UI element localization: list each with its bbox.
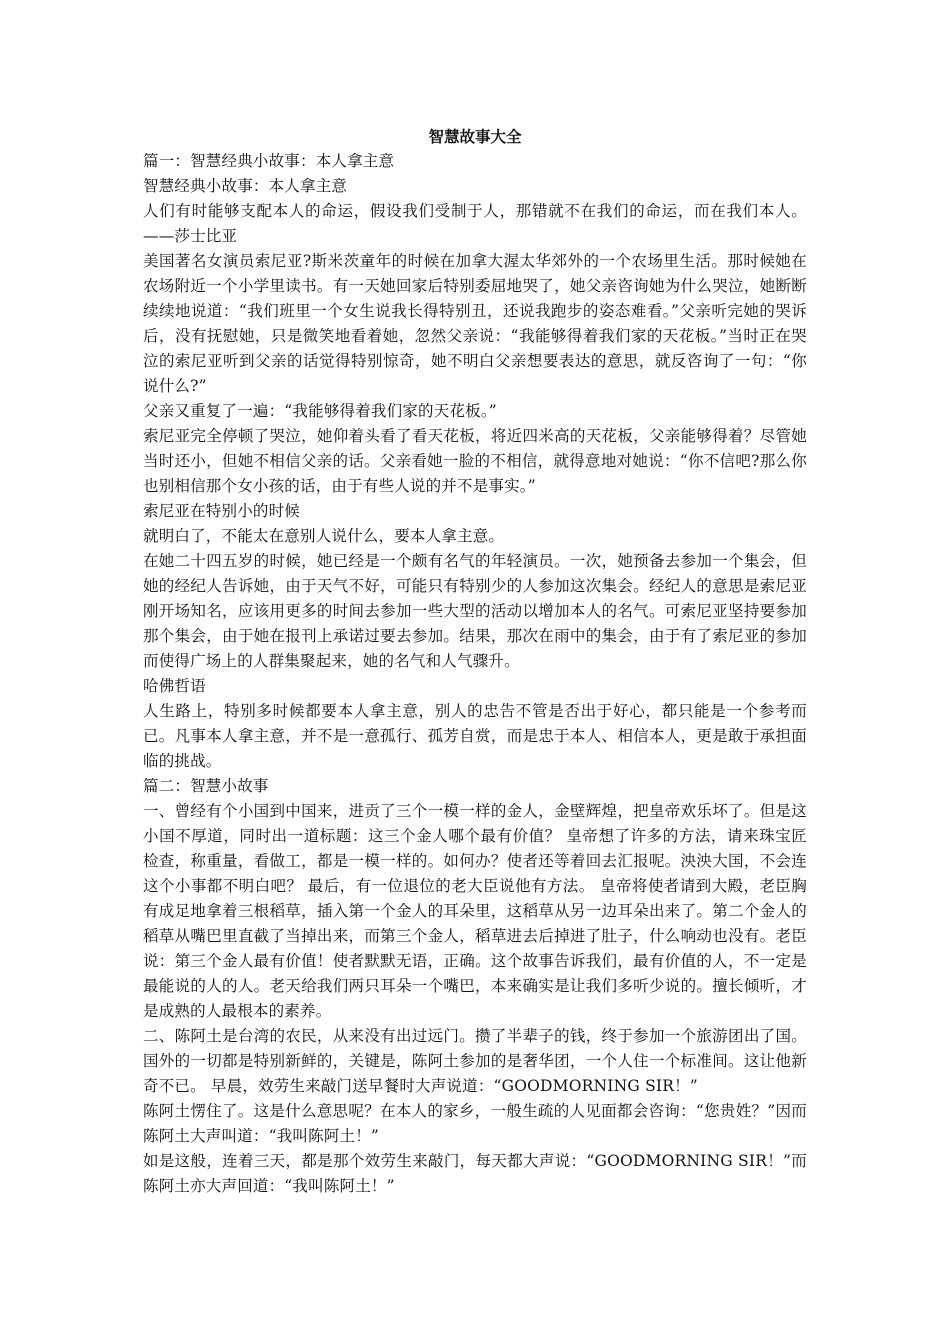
paragraph-9-story: 在她二十四五岁的时候，她已经是一个颇有名气的年轻演员。一次，她预备去参加一个集会，但她的经纪人告诉她，由于天气不好，可能只有特别少的人参加这次集会。经纪人的意思是索尼亚刚开场知名，应该用更多的时间去参加一些大型的活动以增加本人的名气。可索尼亚坚持要参加那个集会，由于她在报刊上承诺过要去参加。结果，那次在雨中的集会，由于有了索尼亚的参加而使得广场上的人群集聚起来，她的名气和人气骤升。 [143, 552, 807, 670]
paragraph-3-quote: 人们有时能够支配本人的命运，假设我们受制于人，那错就不在我们的命运，而在我们本人。——莎士比亚 [143, 202, 807, 245]
document-title: 智慧故事大全 [428, 127, 522, 146]
document-page [143, 124, 807, 1199]
paragraph-5-story: 父亲又重复了一遍：“我能够得着我们家的天花板。” [143, 402, 497, 420]
paragraph-7-story: 索尼亚在特别小的时候 [143, 502, 301, 520]
paragraph-6-story: 索尼亚完全停顿了哭泣，她仰着头看了看天花板，将近四米高的天花板，父亲能够得着？尽管她当时还小，但她不相信父亲的话。父亲看她一脸的不相信，就得意地对她说：“你不信吧?那么你也别相信那个女小孩的话，由于有些人说的并不是事实。” [143, 427, 807, 495]
paragraph-13-story: 一、曾经有个小国到中国来，进贡了三个一模一样的金人，金壁辉煌，把皇帝欢乐坏了。但是这小国不厚道，同时出一道标题：这三个金人哪个最有价值？ 皇帝想了许多的方法，请来珠宝匠检查，称重量，看做工，都是一模一样的。如何办？使者还等着回去汇报呢。泱泱大国，不会连这个小事都不明白吧？ 最后，有一位退位的老大臣说他有方法。 皇帝将使者请到大殿，老臣胸有成足地拿着三根稻草，插入第一个金人的耳朵里，这稻草从另一边耳朵出来了。第二个金人的稻草从嘴巴里直截了当掉出来，而第三个金人，稻草进去后掉进了肚子，什么响动也没有。老臣说：第三个金人最有价值！使者默默无语，正确。这个故事告诉我们，最有价值的人，不一定是最能说的人的人。老天给我们两只耳朵一个嘴巴，本来确实是让我们多听少说的。擅长倾听，才是成熟的人最根本的素养。 [143, 802, 807, 1020]
paragraph-2-subheading: 智慧经典小故事：本人拿主意 [143, 177, 348, 195]
paragraph-15-story: 陈阿土愣住了。这是什么意思呢？在本人的家乡，一般生疏的人见面都会咨询：“您贵姓？”因而陈阿土大声叫道：“我叫陈阿土！” [143, 1102, 807, 1145]
paragraph-1-heading: 篇一：智慧经典小故事：本人拿主意 [143, 152, 395, 170]
paragraph-14-story: 二、陈阿土是台湾的农民，从来没有出过远门。攒了半辈子的钱，终于参加一个旅游团出了国。 国外的一切都是特别新鲜的，关键是，陈阿土参加的是奢华团，一个人住一个标准间。这让他新奇不已。 早晨，效劳生来敲门送早餐时大声说道：“GOODMORNING SIR！” [143, 1027, 807, 1095]
paragraph-4-story: 美国著名女演员索尼亚?斯米茨童年的时候在加拿大渥太华郊外的一个农场里生活。那时候她在农场附近一个小学里读书。有一天她回家后特别委屈地哭了，她父亲咨询她为什么哭泣，她断断续续地说道：“我们班里一个女生说我长得特别丑，还说我跑步的姿态难看。”父亲听完她的哭诉后，没有抚慰她，只是微笑地看着她，忽然父亲说：“我能够得着我们家的天花板。”当时正在哭泣的索尼亚听到父亲的话觉得特别惊奇，她不明白父亲想要表达的意思，就反咨询了一句：“你说什么?” [143, 252, 807, 395]
paragraph-16-story: 如是这般，连着三天，都是那个效劳生来敲门，每天都大声说：“GOODMORNING SIR！”而陈阿土亦大声回道：“我叫陈阿土！” [143, 1152, 807, 1195]
paragraph-10-heading: 哈佛哲语 [143, 677, 206, 695]
paragraph-12-heading: 篇二：智慧小故事 [143, 777, 269, 795]
paragraph-11-story: 人生路上，特别多时候都要本人拿主意，别人的忠告不管是否出于好心，都只能是一个参考而已。凡事本人拿主意，并不是一意孤行、孤芳自赏，而是忠于本人、相信本人，更是敢于承担面临的挑战。 [143, 702, 807, 770]
paragraph-8-story: 就明白了，不能太在意别人说什么，要本人拿主意。 [143, 527, 505, 545]
